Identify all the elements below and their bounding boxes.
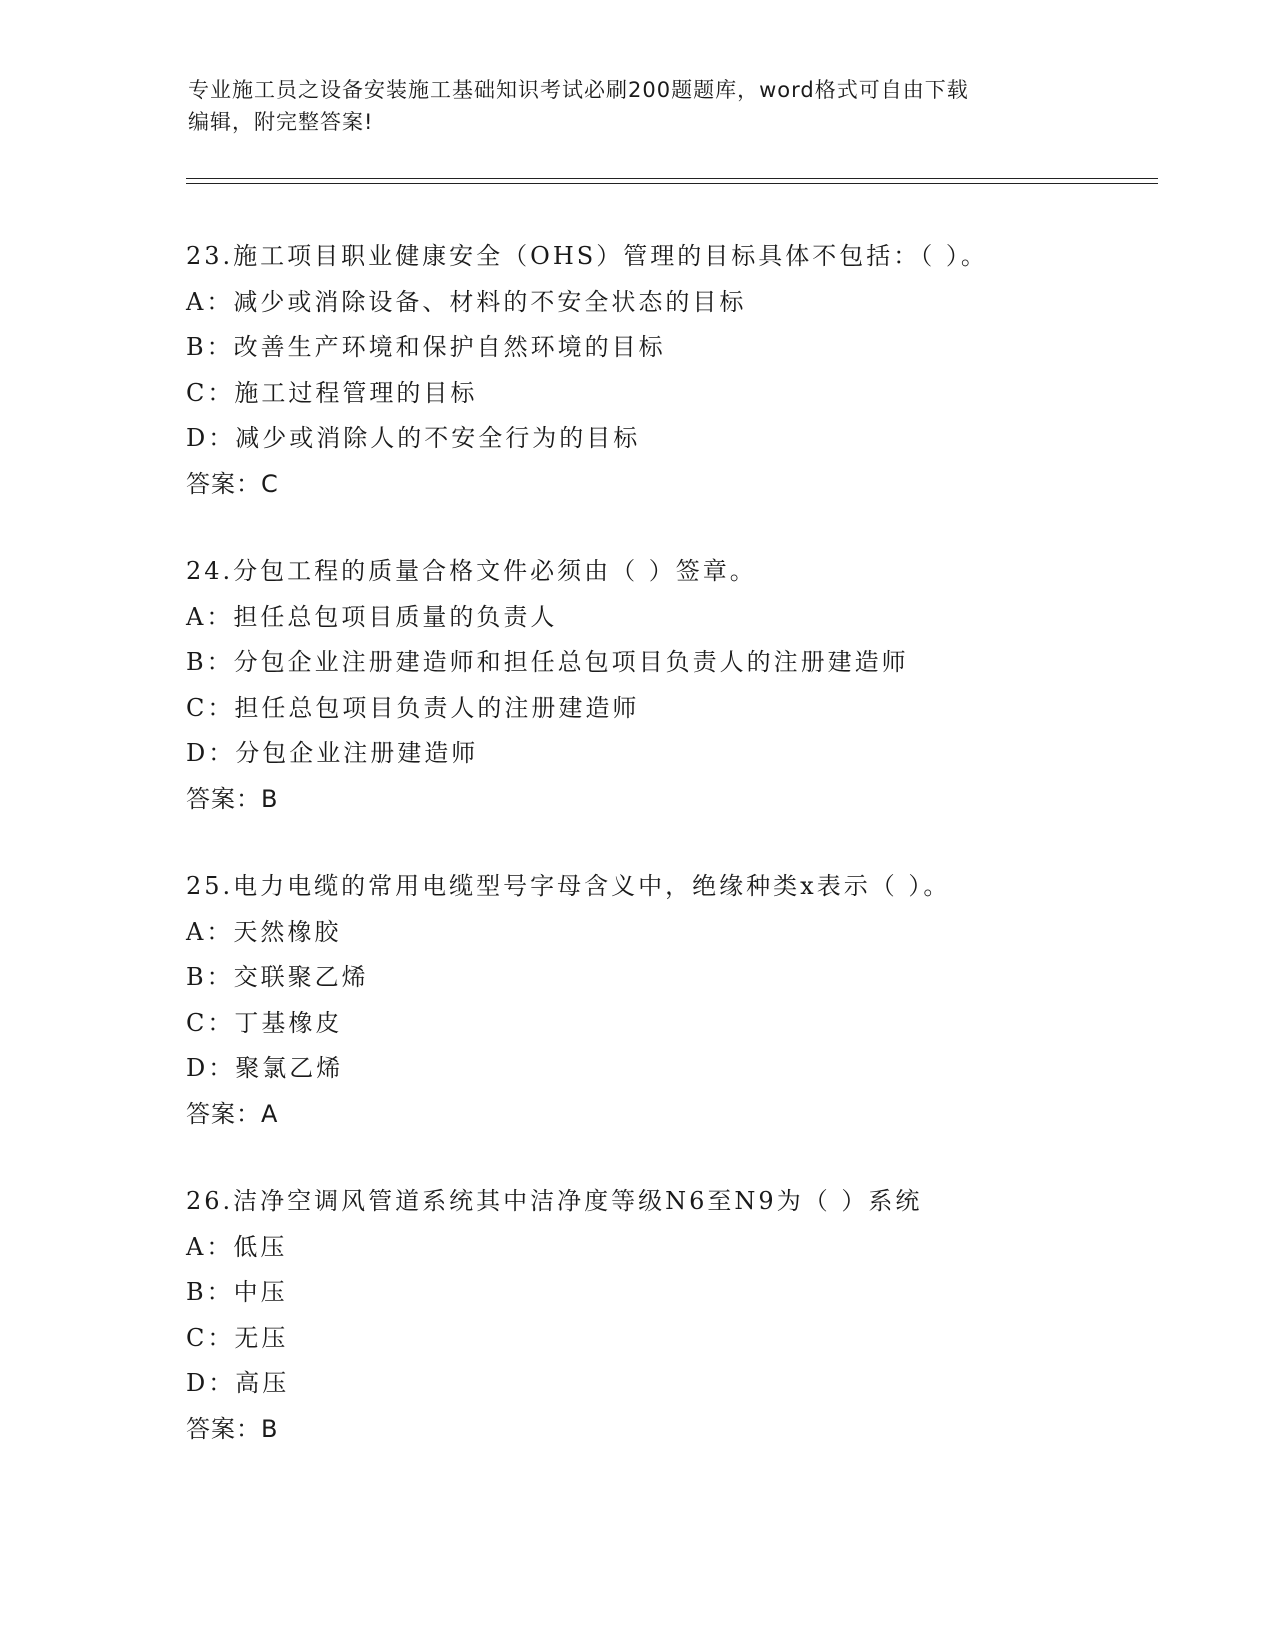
option-a: A：减少或消除设备、材料的不安全状态的目标 bbox=[186, 287, 747, 316]
question-stem: 24.分包工程的质量合格文件必须由（ ）签章。 bbox=[186, 557, 757, 585]
option-d: D：减少或消除人的不安全行为的目标 bbox=[186, 424, 641, 452]
question-25 bbox=[186, 864, 1146, 1137]
answer-key: 答案：A bbox=[186, 1099, 279, 1128]
option-b: B：分包企业注册建造师和担任总包项目负责人的注册建造师 bbox=[186, 648, 909, 676]
option-c: C：无压 bbox=[186, 1323, 289, 1352]
option-a: A：天然橡胶 bbox=[186, 917, 342, 946]
question-stem: 25.电力电缆的常用电缆型号字母含义中，绝缘种类x表示（ ）。 bbox=[186, 872, 951, 900]
document-header bbox=[188, 74, 1088, 138]
option-c: C：施工过程管理的目标 bbox=[186, 378, 478, 407]
option-d: D：聚氯乙烯 bbox=[186, 1054, 344, 1082]
header-rule-top bbox=[186, 178, 1158, 179]
question-list bbox=[186, 234, 1146, 1452]
header-title-line-2: 编辑，附完整答案! bbox=[188, 110, 374, 134]
option-b: B：交联聚乙烯 bbox=[186, 963, 369, 991]
option-a: A：担任总包项目质量的负责人 bbox=[186, 602, 558, 631]
header-rule-bottom bbox=[186, 183, 1158, 184]
question-24 bbox=[186, 549, 1146, 822]
answer-key: 答案：C bbox=[186, 469, 279, 498]
answer-key: 答案：B bbox=[186, 1414, 279, 1443]
question-26 bbox=[186, 1179, 1146, 1452]
option-d: D：高压 bbox=[186, 1369, 290, 1397]
answer-key: 答案：B bbox=[186, 784, 279, 813]
option-a: A：低压 bbox=[186, 1232, 288, 1261]
option-b: B：改善生产环境和保护自然环境的目标 bbox=[186, 333, 666, 361]
option-d: D：分包企业注册建造师 bbox=[186, 739, 479, 767]
header-title-line-1: 专业施工员之设备安装施工基础知识考试必刷200题题库，word格式可自由下载 bbox=[188, 78, 969, 102]
option-c: C：担任总包项目负责人的注册建造师 bbox=[186, 693, 640, 722]
question-stem: 23.施工项目职业健康安全（OHS）管理的目标具体不包括：（ ）。 bbox=[186, 242, 988, 270]
header-double-rule bbox=[186, 178, 1158, 186]
option-c: C：丁基橡皮 bbox=[186, 1008, 343, 1037]
option-b: B：中压 bbox=[186, 1278, 288, 1306]
question-stem: 26.洁净空调风管道系统其中洁净度等级N6至N9为（ ）系统 bbox=[186, 1187, 923, 1215]
question-23 bbox=[186, 234, 1146, 507]
